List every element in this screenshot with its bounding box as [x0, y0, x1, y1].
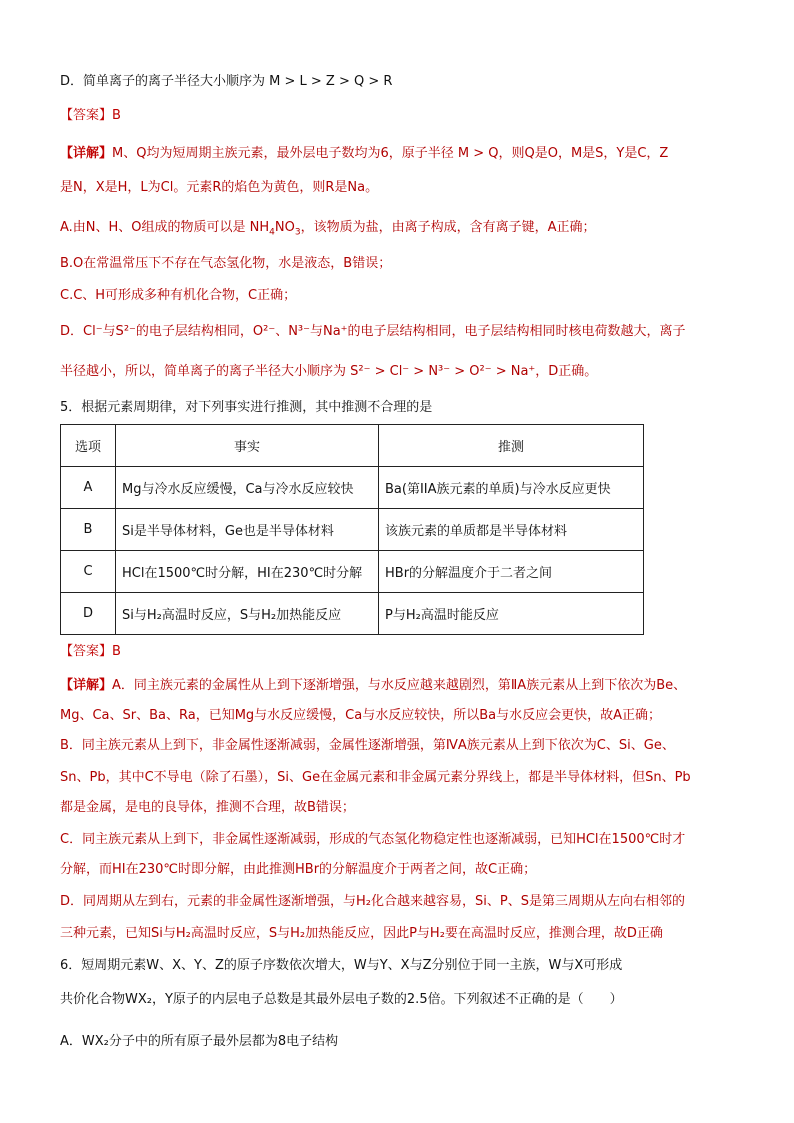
explanation-q5-line3: B．同主族元素从上到下，非金属性逐渐减弱，金属性逐渐增强，第ⅣA族元素从上到下依次为C、Si、Ge、: [60, 738, 675, 753]
explanation-q5-line5: 都是金属，是电的良导体，推测不合理，故B错误；: [60, 800, 355, 815]
explanation-q4-c: C.C、H可形成多种有机化合物，C正确；: [60, 288, 297, 303]
explanation-q5-line8: D．同周期从左到右，元素的非金属性逐渐增强，与H₂化合越来越容易，Si、P、S是第三周期从左向右相邻的: [60, 894, 685, 909]
explanation-q4-b: B.O在常温常压下不存在气态氢化物，水是液态，B错误；: [60, 256, 392, 271]
explanation-tag: 【详解】: [60, 146, 113, 161]
answer-label-q5: 【答案】B: [60, 644, 121, 659]
table-row: [61, 593, 644, 635]
table-cell: Ba(第IIA族元素的单质)与冷水反应更快: [379, 467, 644, 509]
explanation-q5-line6: C．同主族元素从上到下，非金属性逐渐减弱，形成的气态氢化物稳定性也逐渐减弱，已知HCl在1500℃时才: [60, 832, 686, 847]
explanation-q4-a: A.由N、H、O组成的物质可以是 $NH_4NO_3$，该物质为盐，由离子构成，含有离子键，A正确；: [60, 220, 596, 238]
explanation-q4-d1: D．Cl⁻与S²⁻的电子层结构相同，O²⁻、N³⁻与Na⁺的电子层结构相同，电子层结构相同时核电荷数越大，离子: [60, 324, 686, 339]
table-cell: 该族元素的单质都是半导体材料: [379, 509, 644, 551]
explanation-q5-line7: 分解，而HI在230℃时即分解，由此推测HBr的分解温度介于两者之间，故C正确；: [60, 862, 537, 877]
table-cell: HBr的分解温度介于二者之间: [379, 551, 644, 593]
table-row: [61, 509, 644, 551]
table-header-cell: 推测: [379, 425, 644, 467]
table-cell: B: [61, 509, 116, 551]
explanation-q5-line9: 三种元素，已知Si与H₂高温时反应，S与H₂加热能反应，因此P与H₂要在高温时反应，推测合理，故D正确: [60, 926, 663, 941]
table-cell: Mg与冷水反应缓慢，Ca与冷水反应较快: [116, 467, 379, 509]
question-6-stem-line2: 共价化合物WX₂，Y原子的内层电子总数是其最外层电子数的2.5倍。下列叙述不正确的是（ ）: [60, 992, 623, 1007]
explanation-q5-line1: 【详解】A．同主族元素的金属性从上到下逐渐增强，与水反应越来越剧烈，第ⅡA族元素从上到下依次为Be、: [60, 678, 687, 693]
table-header-cell: 选项: [61, 425, 116, 467]
table-row: [61, 467, 644, 509]
explanation-q5-line2: Mg、Ca、Sr、Ba、Ra，已知Mg与水反应缓慢，Ca与水反应较快，所以Ba与水反应会更快，故A正确；: [60, 708, 661, 723]
question-6-stem-line1: 6．短周期元素W、X、Y、Z的原子序数依次增大，W与Y、X与Z分别位于同一主族，W与X可形成: [60, 958, 623, 973]
question-6-option-a: A．WX₂分子中的所有原子最外层都为8电子结构: [60, 1034, 339, 1049]
explanation-q4-line1: 【详解】M、Q均为短周期主族元素，最外层电子数均为6，原子半径 M > Q，则Q是O，M是S，Y是C，Z: [60, 146, 669, 161]
table-header-row: [61, 425, 644, 467]
explanation-tag: 【详解】: [60, 678, 113, 693]
explanation-q4-line2: 是N，X是H，L为Cl。元素R的焰色为黄色，则R是Na。: [60, 180, 379, 195]
table-cell: P与H₂高温时能反应: [379, 593, 644, 635]
table-row: [61, 551, 644, 593]
table-header-cell: 事实: [116, 425, 379, 467]
table-cell: Si是半导体材料，Ge也是半导体材料: [116, 509, 379, 551]
table-cell: HCl在1500℃时分解，HI在230℃时分解: [116, 551, 379, 593]
option-d-previous: D．简单离子的离子半径大小顺序为 M > L > Z > Q > R: [60, 74, 393, 89]
table-cell: Si与H₂高温时反应，S与H₂加热能反应: [116, 593, 379, 635]
explanation-q4-d2: 半径越小，所以，简单离子的离子半径大小顺序为 S²⁻ > Cl⁻ > N³⁻ > O²⁻ > Na⁺，D正确。: [60, 364, 598, 379]
table-cell: D: [61, 593, 116, 635]
table-cell: A: [61, 467, 116, 509]
table-cell: C: [61, 551, 116, 593]
explanation-q5-line4: Sn、Pb，其中C不导电（除了石墨），Si、Ge在金属元素和非金属元素分界线上，都是半导体材料，但Sn、Pb: [60, 770, 691, 785]
question-5-stem: 5．根据元素周期律，对下列事实进行推测，其中推测不合理的是: [60, 400, 433, 415]
question-5-table: [60, 424, 644, 635]
answer-label-q4: 【答案】B: [60, 108, 121, 123]
